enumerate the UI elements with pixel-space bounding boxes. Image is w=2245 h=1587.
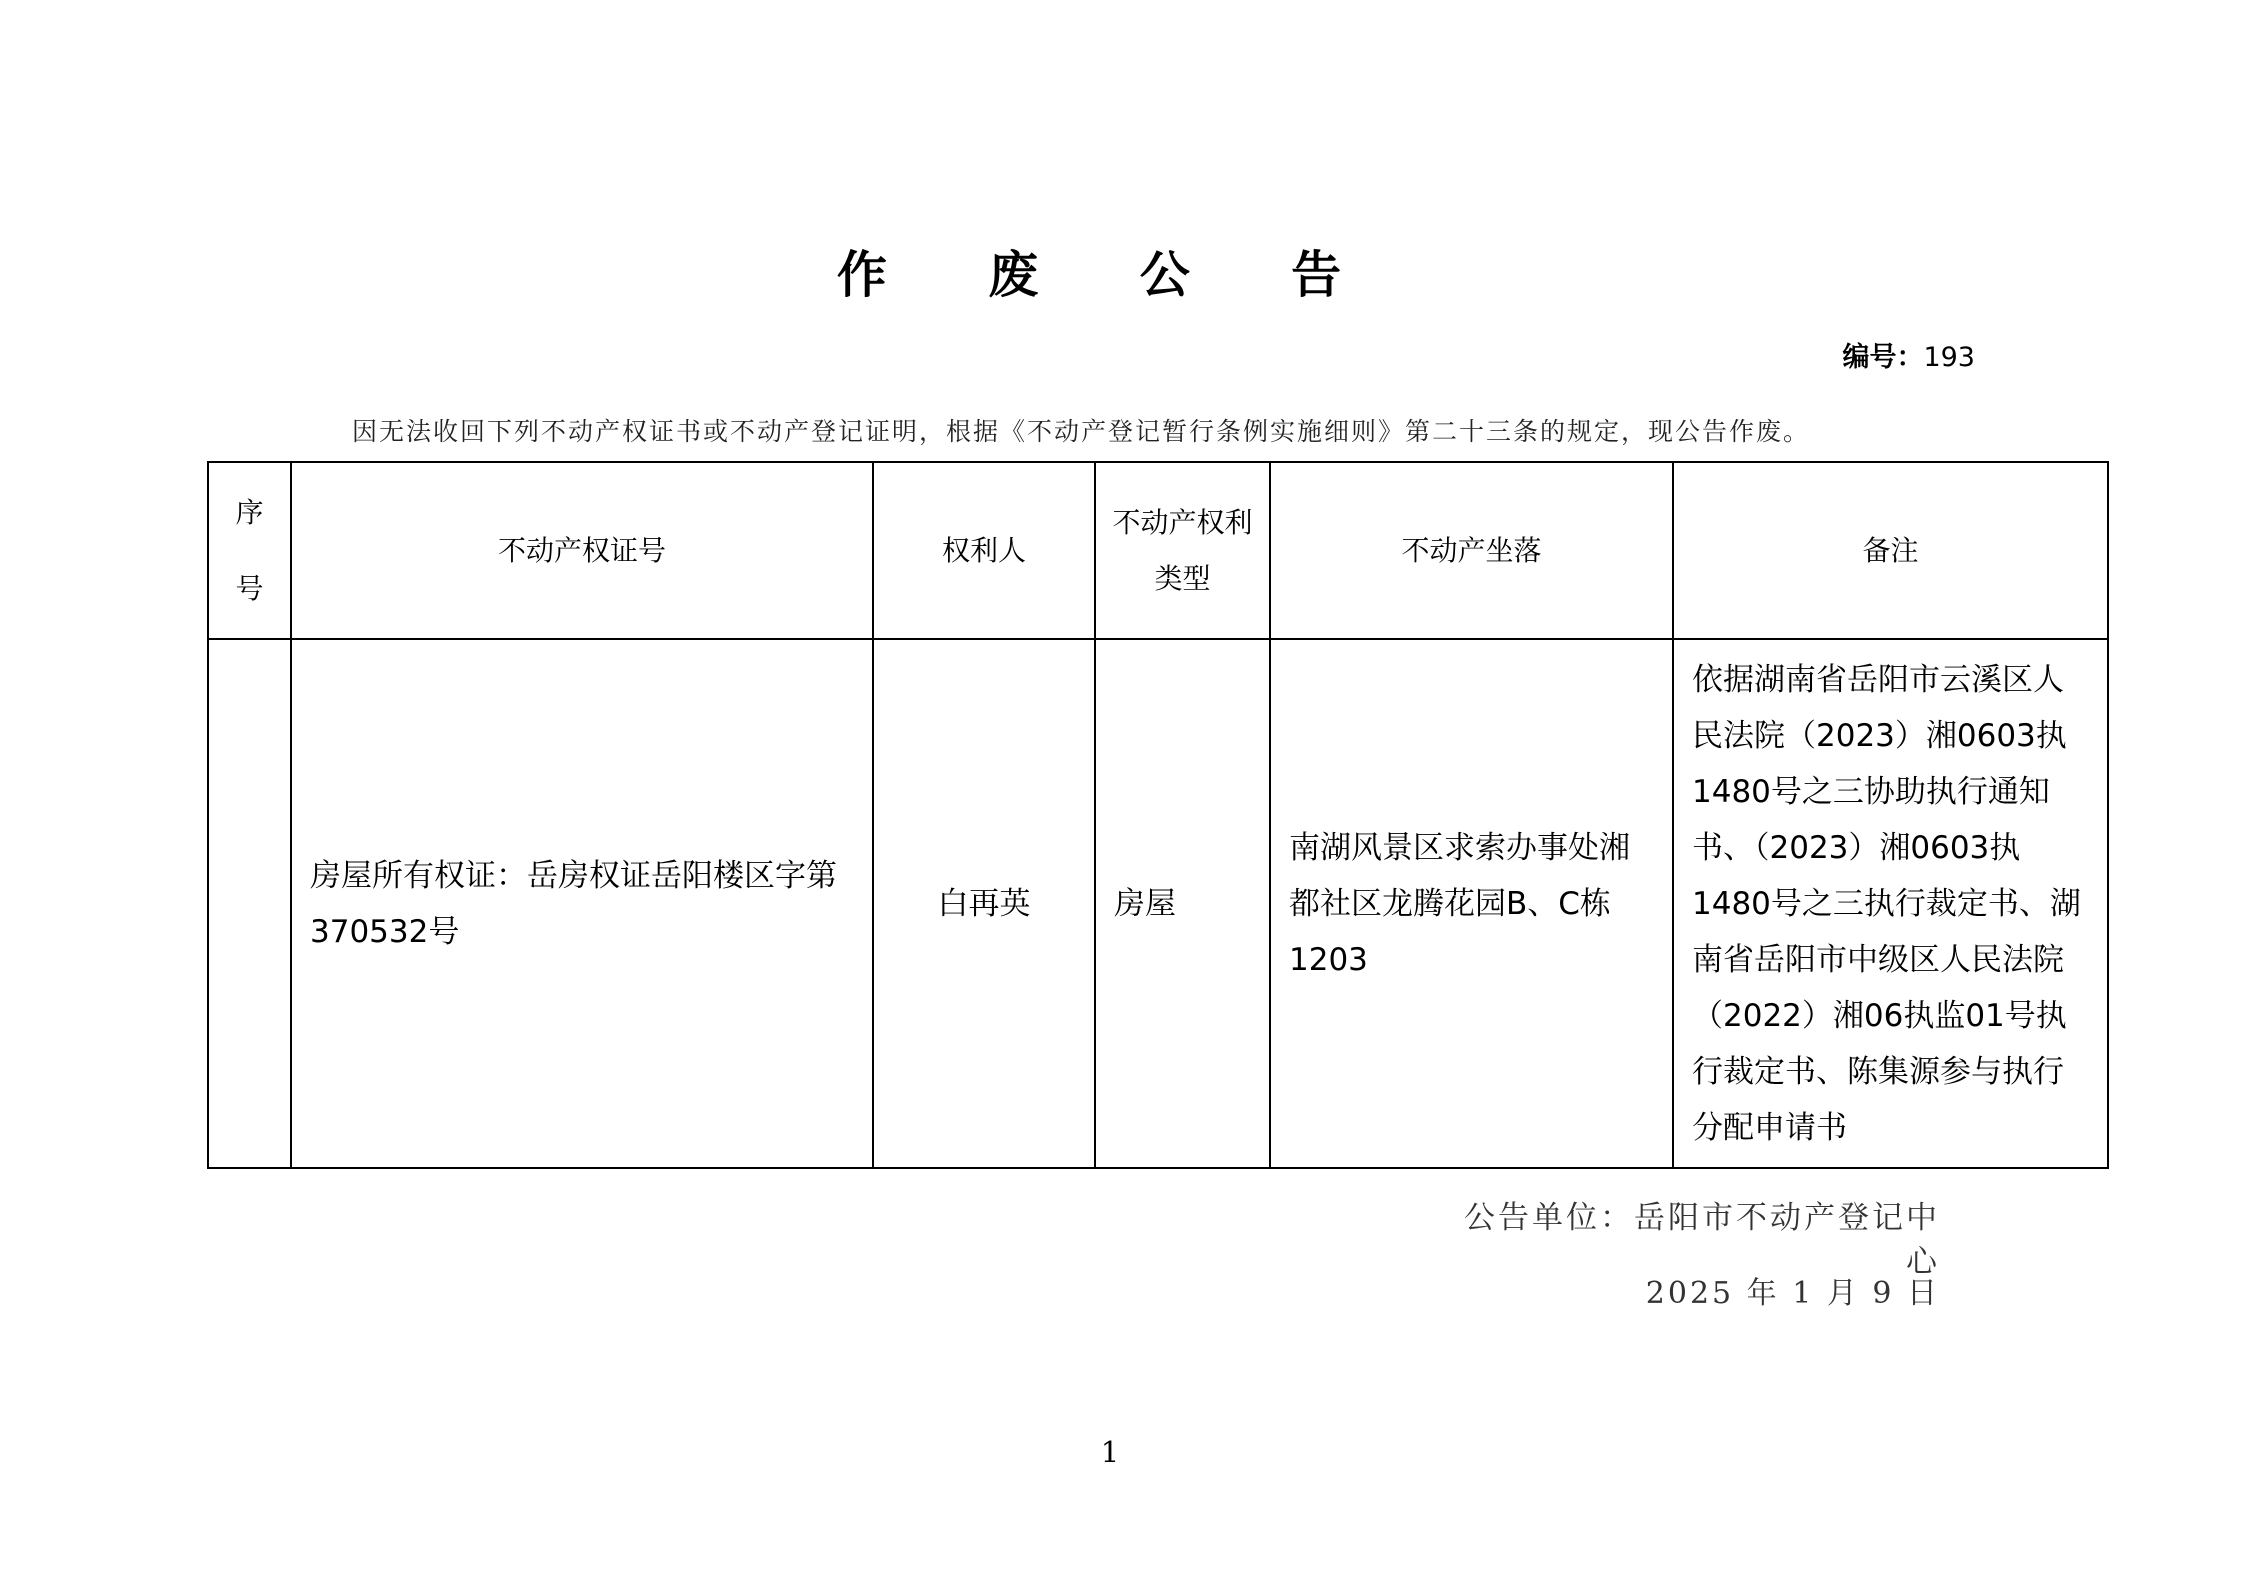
- issuing-unit: 公告单位：岳阳市不动产登记中心: [1464, 1200, 1940, 1280]
- serial-label: 编号：: [1842, 342, 1924, 373]
- page-number: 1: [1100, 1435, 1120, 1469]
- header-right-type: 不动产权利类型: [1095, 462, 1270, 639]
- header-seq-line2: 号: [235, 571, 264, 605]
- notice-title: 作 废 公 告: [836, 246, 1384, 304]
- cell-remark: 依据湖南省岳阳市云溪区人民法院（2023）湘0603执1480号之三协助执行通知书、（2023）湘0603执1480号之三执行裁定书、湖南省岳阳市中级区人民法院（2022）湘06执监01号执行裁定书、陈集源参与执行分配申请书: [1673, 639, 2108, 1168]
- intro-text: 因无法收回下列不动产权证书或不动产登记证明，根据《不动产登记暂行条例实施细则》第二十三条的规定，现公告作废。: [352, 417, 1811, 446]
- serial-value: 193: [1923, 342, 1975, 373]
- serial-number: [1700, 338, 1975, 378]
- header-owner: 权利人: [873, 462, 1095, 639]
- cell-cert-no: 房屋所有权证：岳房权证岳阳楼区字第370532号: [291, 639, 873, 1168]
- header-remark: 备注: [1673, 462, 2108, 639]
- header-cert-no: 不动产权证号: [291, 462, 873, 639]
- cell-right-type: 房屋: [1095, 639, 1270, 1168]
- cell-seq: [208, 639, 291, 1168]
- header-location: 不动产坐落: [1270, 462, 1673, 639]
- table-row: [208, 639, 2108, 1168]
- header-seq: [208, 462, 291, 639]
- cell-owner: 白再英: [873, 639, 1095, 1168]
- void-notice-table: [207, 461, 2109, 1169]
- header-seq-line1: 序: [235, 495, 264, 529]
- table-header-row: [208, 462, 2108, 639]
- cell-location: 南湖风景区求索办事处湘都社区龙腾花园B、C栋1203: [1270, 639, 1673, 1168]
- issue-date: 2025 年 1 月 9 日: [1645, 1276, 1940, 1311]
